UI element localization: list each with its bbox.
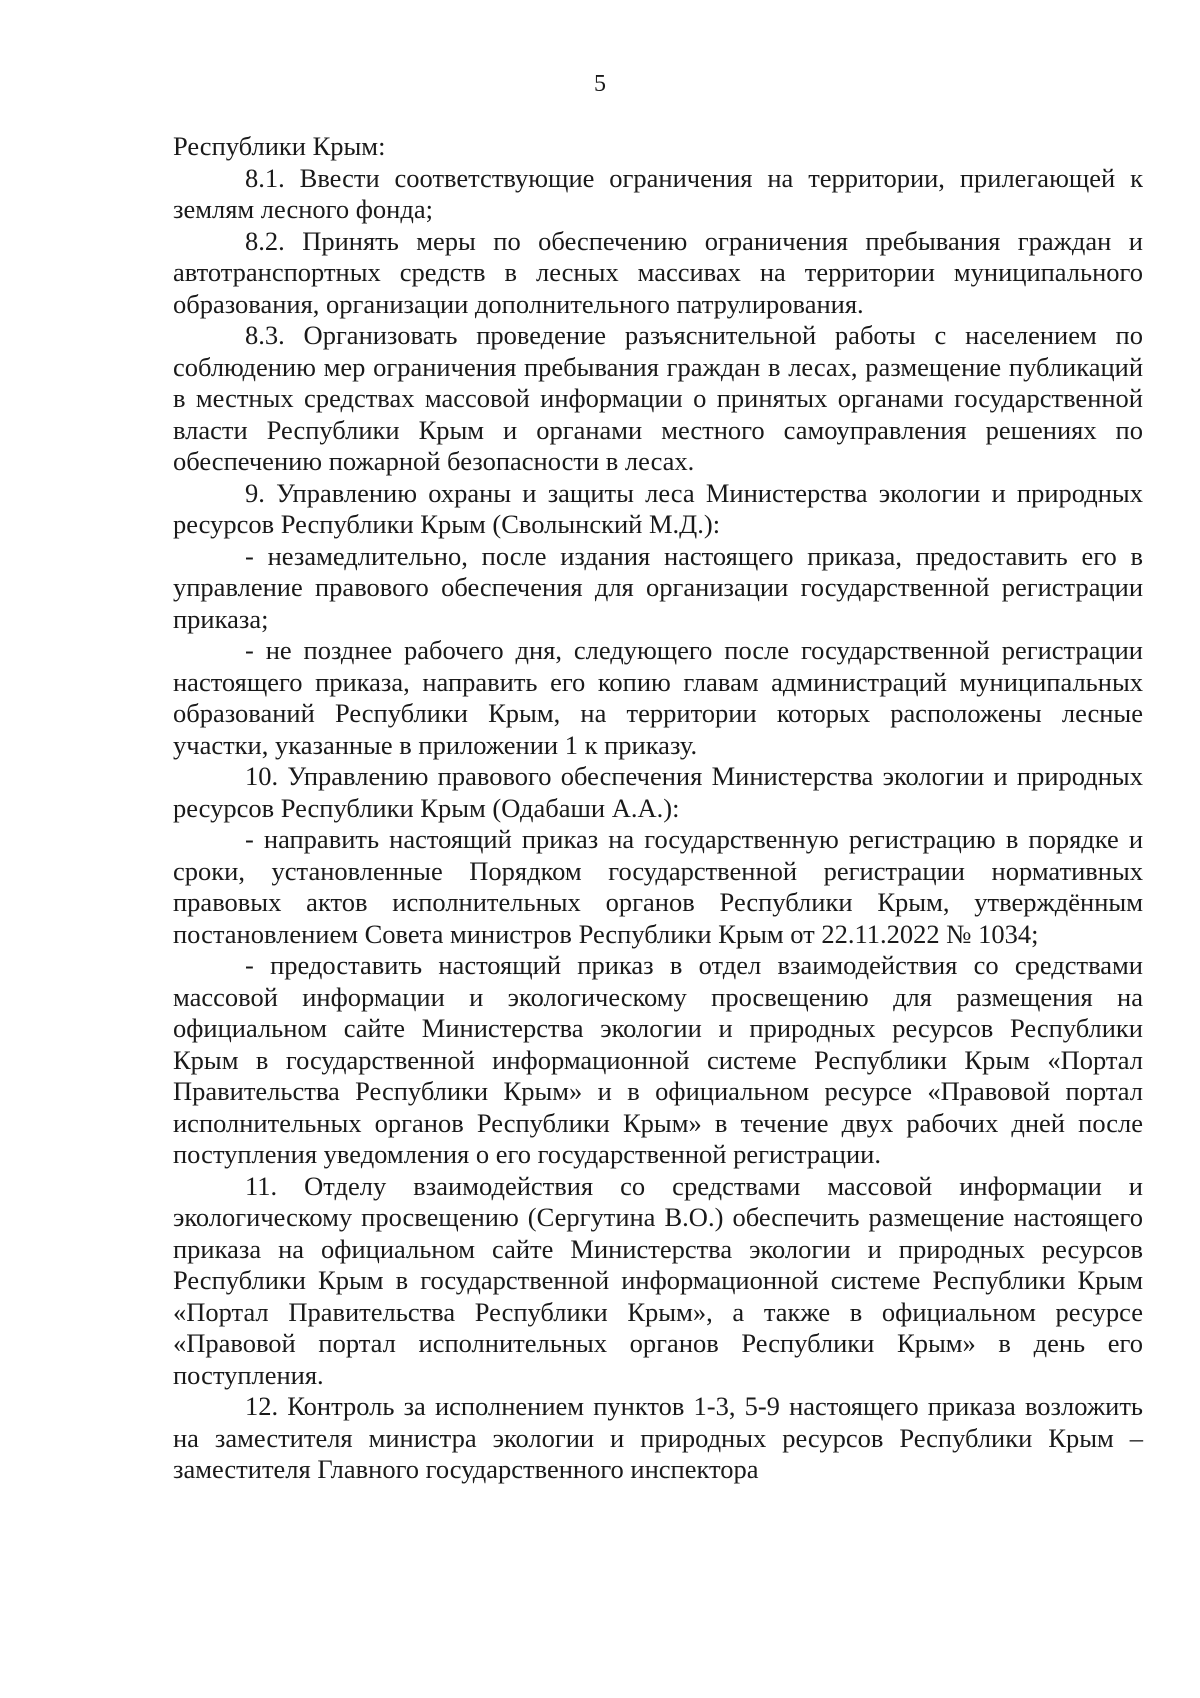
paragraph-8-3: 8.3. Организовать проведение разъяснительной работы с населением по соблюдению мер ограничения пребывания граждан в лесах, размещение публикаций в местных средствах массовой информации о принятых органами государственной власти Республики Крым и органами местного самоуправления решениях по обеспечению пожарной безопасности в лесах. [173,320,1143,476]
page-number: 5 [594,71,606,97]
paragraph-9-item-1: - незамедлительно, после издания настоящего приказа, предоставить его в управление правового обеспечения для организации государственной регистрации приказа; [173,540,1143,634]
paragraph-12: 12. Контроль за исполнением пунктов 1-3, 5-9 настоящего приказа возложить на заместителя министра экологии и природных ресурсов Республики Крым – заместителя Главного государственного инспектора [173,1391,1143,1484]
document-body [173,131,1143,1486]
paragraph-10: 10. Управлению правового обеспечения Министерства экологии и природных ресурсов Республики Крым (Одабаши А.А.): [173,761,1143,823]
paragraph-10-item-2: - предоставить настоящий приказ в отдел взаимодействия со средствами массовой информации и экологическому просвещению для размещения на официальном сайте Министерства экологии и природных ресурсов Республики Крым в государственной информационной системе Республики Крым «Портал Правительства Республики Крым» и в официальном ресурсе «Правовой портал исполнительных органов Республики Крым» в течение двух рабочих дней после поступления уведомления о его государственной регистрации. [173,950,1143,1169]
paragraph-10-item-1: - направить настоящий приказ на государственную регистрацию в порядке и сроки, установленные Порядком государственной регистрации нормативных правовых актов исполнительных органов Республики Крым, утверждённым постановлением Совета министров Республики Крым от 22.11.2022 № 1034; [173,824,1143,949]
paragraph-9-item-2: - не позднее рабочего дня, следующего после государственной регистрации настоящего приказа, направить его копию главам администраций муниципальных образований Республики Крым, на территории которых расположены лесные участки, указанные в приложении 1 к приказу. [173,635,1143,760]
paragraph-11: 11. Отделу взаимодействия со средствами массовой информации и экологическому просвещению (Сергутина В.О.) обеспечить размещение настоящего приказа на официальном сайте Министерства экологии и природных ресурсов Республики Крым в государственной информационной системе Республики Крым «Портал Правительства Республики Крым», а также в официальном ресурсе «Правовой портал исполнительных органов Республики Крым» в день его поступления. [173,1170,1143,1390]
paragraph-8-2: 8.2. Принять меры по обеспечению ограничения пребывания граждан и автотранспортных средств в лесных массивах на территории муниципального образования, организации дополнительного патрулирования. [173,225,1143,319]
paragraph-9: 9. Управлению охраны и защиты леса Министерства экологии и природных ресурсов Республики Крым (Сволынский М.Д.): [173,477,1143,539]
paragraph-8-1: 8.1. Ввести соответствующие ограничения на территории, прилегающей к землям лесного фонда; [173,162,1143,224]
paragraph-header-continuation: Республики Крым: [173,131,386,161]
